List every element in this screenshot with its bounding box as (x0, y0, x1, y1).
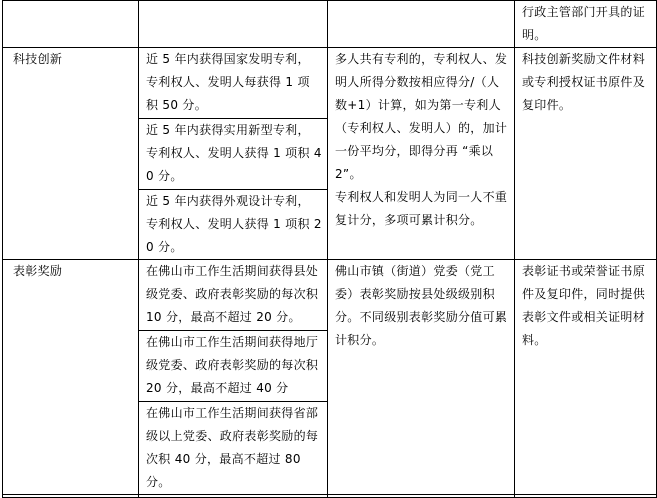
rule-award-level: 佛山市镇（街道）党委（党工委）表彰奖励按县处级级别积分。不同级别表彰奖励分值可累计积分。 (328, 260, 515, 495)
trailing-cell (139, 495, 328, 498)
category-awards: 表彰奖励 (3, 260, 139, 495)
scoring-table (2, 0, 657, 498)
criteria-cell-empty (139, 1, 328, 48)
table-row (3, 495, 657, 498)
table-row (3, 48, 657, 119)
table-row (3, 1, 657, 48)
criteria-county-award: 在佛山市工作生活期间获得县处级党委、政府表彰奖励的每次积 10 分，最高不超过 20 分。 (139, 260, 328, 331)
materials-cell-top: 行政主管部门开具的证明。 (515, 1, 657, 48)
materials-tech-innovation: 科技创新奖励文件材料或专利授权证书原件及复印件。 (515, 48, 657, 260)
trailing-cell (328, 495, 515, 498)
trailing-cell (3, 495, 139, 498)
criteria-invention-patent: 近 5 年内获得国家发明专利，专利权人、发明人每获得 1 项积 50 分。 (139, 48, 328, 119)
trailing-cell (515, 495, 657, 498)
criteria-utility-patent: 近 5 年内获得实用新型专利，专利权人、发明人获得 1 项积 40 分。 (139, 119, 328, 190)
rule-patent-sharing-p1: 多人共有专利的，专利权人、发明人所得分数按相应得分/（人数+1）计算，如为第一专利人（专利权人、发明人）的，加计一份平均分，即得分再 “乘以 2”。 (335, 52, 508, 181)
rule-patent-sharing (328, 48, 515, 260)
category-cell-empty (3, 1, 139, 48)
category-tech-innovation: 科技创新 (3, 48, 139, 260)
table-row (3, 260, 657, 331)
criteria-province-award: 在佛山市工作生活期间获得省部级以上党委、政府表彰奖励的每次积 40 分，最高不超过 80 分。 (139, 402, 328, 495)
materials-awards: 表彰证书或荣誉证书原件及复印件，同时提供表彰文件或相关证明材料。 (515, 260, 657, 495)
rule-cell-empty (328, 1, 515, 48)
criteria-prefecture-award: 在佛山市工作生活期间获得地厅级党委、政府表彰奖励的每次积 20 分，最高不超过 40 分 (139, 331, 328, 402)
rule-patent-sharing-p2: 专利权人和发明人为同一人不重复计分，多项可累计积分。 (335, 190, 508, 227)
criteria-design-patent: 近 5 年内获得外观设计专利，专利权人、发明人获得 1 项积 20 分。 (139, 190, 328, 260)
